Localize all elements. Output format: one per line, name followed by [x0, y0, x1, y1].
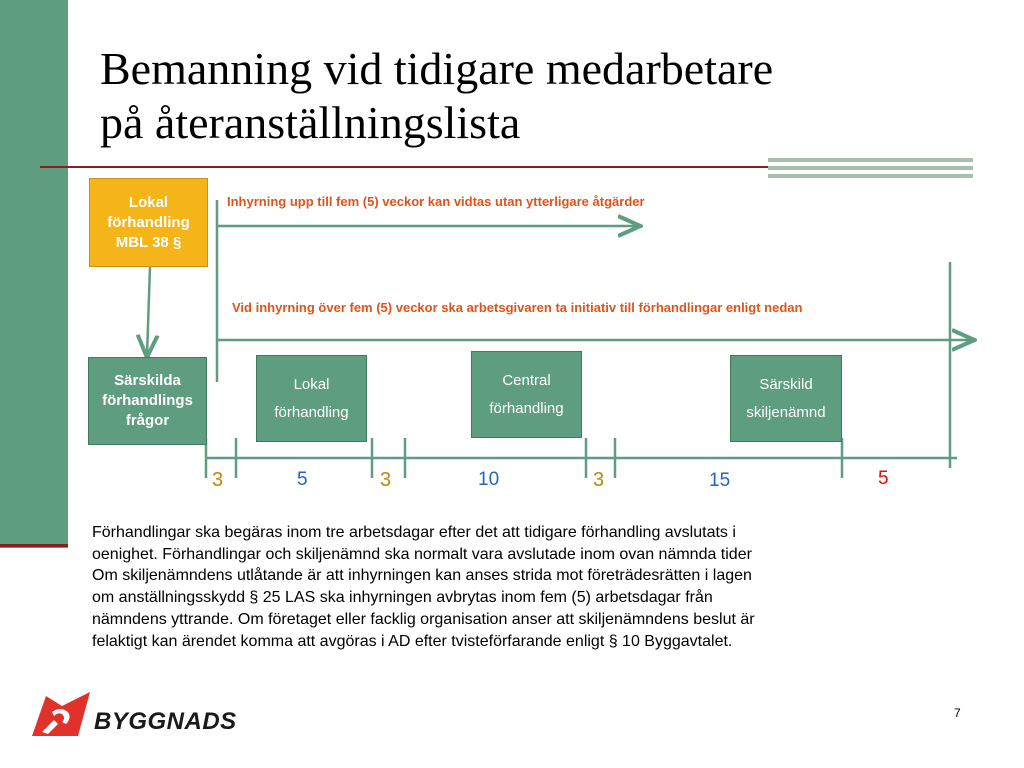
box-line: förhandling: [107, 213, 190, 231]
box-sarskilda-forhandlingsfragor: [88, 357, 207, 445]
box-line: Lokal: [293, 375, 330, 393]
timeline-value: 3: [593, 469, 605, 491]
box-sarskild-skiljenamnd: [730, 355, 842, 442]
note-over-five-weeks: Vid inhyrning över fem (5) veckor ska arbetsgivaren ta initiativ till förhandlingar enligt nedan: [232, 300, 803, 315]
note-five-weeks: Inhyrning upp till fem (5) veckor kan vidtas utan ytterligare åtgärder: [227, 194, 645, 209]
title-line-2: på återanställningslista: [100, 97, 521, 148]
body-line: Förhandlingar ska begäras inom tre arbetsdagar efter det att tidigare förhandling avslutats i: [92, 524, 736, 541]
timeline-value: 10: [478, 469, 500, 490]
box-line: förhandling: [489, 399, 564, 417]
body-line: felaktigt kan ärendet komma att avgöras i AD efter tvisteförfarande enligt § 10 Byggavtalet.: [92, 632, 733, 650]
box-central-forhandling: [471, 351, 582, 438]
box-line: Lokal: [128, 193, 169, 211]
box-line: frågor: [125, 412, 170, 429]
page-number: 7: [954, 706, 961, 720]
box-line: MBL 38 §: [115, 233, 182, 251]
box-lokal-forhandling: [256, 355, 367, 442]
body-line: om anställningsskydd § 25 LAS ska inhyrningen avbrytas inom fem (5) arbetsdagar från: [92, 589, 713, 607]
box-line: Särskild: [759, 375, 813, 393]
box-line: skiljenämnd: [746, 403, 826, 421]
body-line: nämndens yttrande. Om företaget eller facklig organisation anser att skiljenämndens beslut är: [92, 610, 755, 628]
timeline-value: 5: [878, 468, 889, 489]
box-line: Särskilda: [114, 372, 181, 389]
box-line: förhandlings: [102, 392, 193, 409]
timeline-value: 15: [709, 470, 731, 491]
connector-arrow: [147, 267, 150, 355]
timeline-value: 5: [297, 469, 308, 490]
body-line: oenighet. Förhandlingar och skiljenämnd ska normalt vara avslutade inom ovan nämnda tider: [92, 545, 752, 563]
title-line-1: Bemanning vid tidigare medarbetare: [100, 43, 774, 94]
timeline-value: 3: [380, 469, 392, 491]
box-line: förhandling: [274, 403, 349, 421]
timeline-value: 3: [212, 469, 224, 491]
body-line: Om skiljenämndens utlåtande är att inhyrningen kan anses strida mot företrädesrätten i lagen: [92, 567, 752, 585]
box-lokal-forhandling-mbl: [89, 178, 208, 267]
body-paragraph: [92, 522, 972, 652]
logo-text: BYGGNADS: [94, 708, 237, 735]
box-line: Central: [502, 371, 551, 389]
